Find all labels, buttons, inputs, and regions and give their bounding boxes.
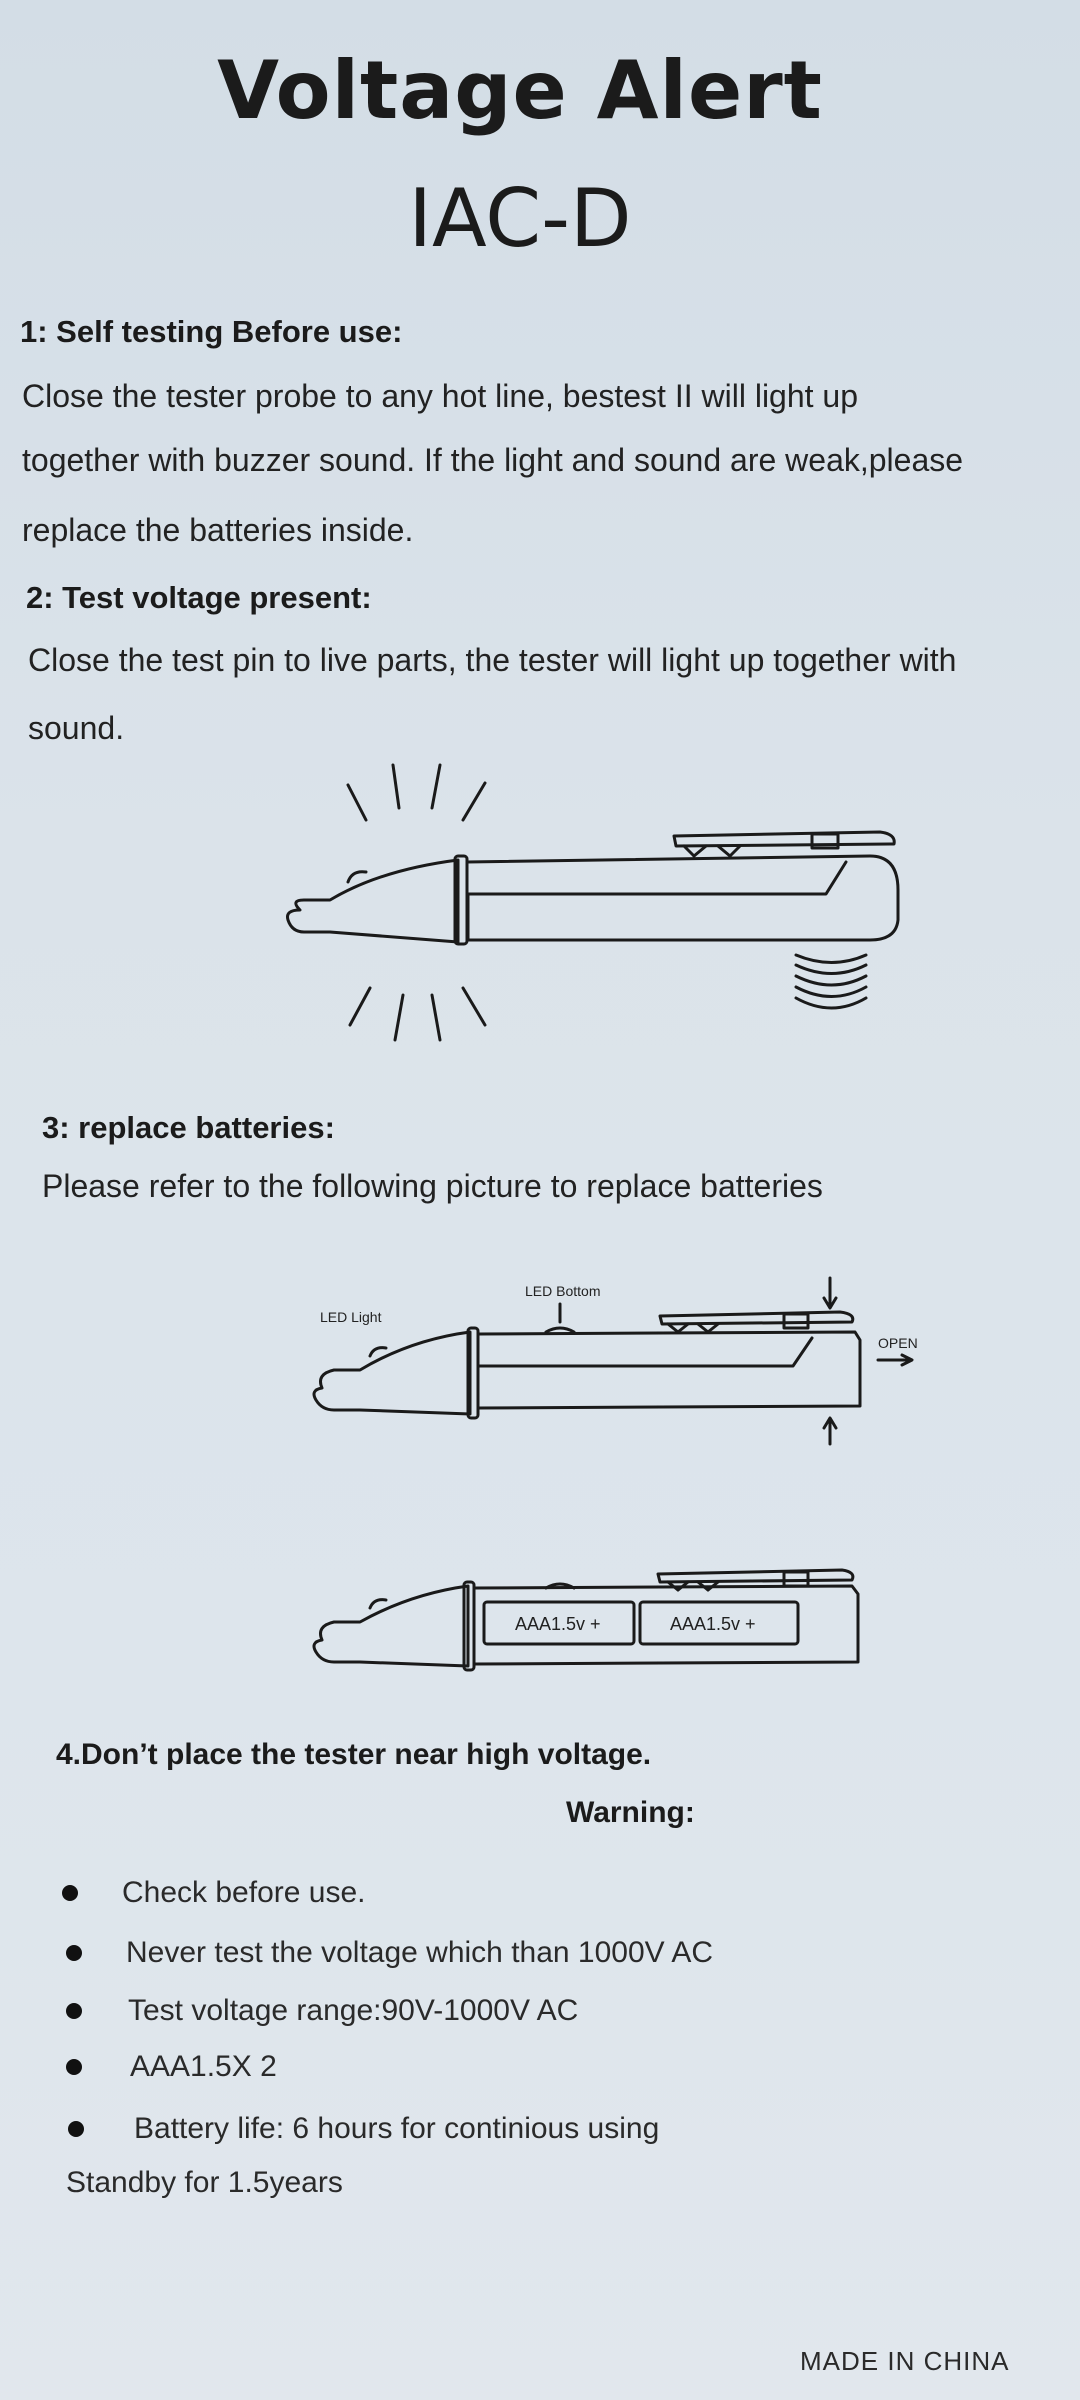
warning-item-text: Check before use. [122,1876,366,1909]
sound-wave-icon [796,955,866,1008]
tester-light-sound-illustration [0,740,1080,1040]
bullet-dot-icon [68,2121,84,2137]
light-ray-icon [463,988,485,1025]
section-4-heading: 4.Don’t place the tester near high voltage. [56,1738,652,1771]
section-1-heading: 1: Self testing Before use: [20,314,403,349]
light-ray-icon [463,783,485,820]
warning-item-text: Test voltage range:90V-1000V AC [128,1994,579,2027]
warning-item [66,2050,277,2084]
open-tester-illustration [0,1270,1080,1450]
section-3-line: Please refer to the following picture to replace batteries [42,1168,823,1204]
standby-note: Standby for 1.5years [66,2166,343,2199]
led-bottom-label: LED Bottom [525,1283,601,1299]
voltage-tester-pen-icon [314,1312,860,1418]
warning-item-text: Never test the voltage which than 1000V AC [126,1936,714,1969]
led-light-label: LED Light [320,1309,382,1325]
warning-item [68,2112,659,2146]
light-ray-icon [393,765,399,808]
made-in-label: MADE IN CHINA [800,2346,1010,2376]
voltage-tester-pen-icon [288,832,899,944]
warning-item-text: AAA1.5X 2 [130,2050,277,2083]
arrow-right-icon [878,1355,912,1365]
section-2-line: Close the test pin to live parts, the tester will light up together with [28,642,957,678]
warning-item [66,1994,578,2028]
light-ray-icon [432,765,440,808]
battery-2-label: AAA1.5v + [670,1614,756,1634]
warning-item [66,1936,713,1970]
battery-1-label: AAA1.5v + [515,1614,601,1634]
warning-item-text: Battery life: 6 hours for continious using [134,2112,660,2145]
light-ray-icon [395,995,403,1040]
bullet-dot-icon [66,2059,82,2075]
section-1-line: replace the batteries inside. [22,512,414,548]
bullet-dot-icon [62,1885,78,1901]
bullet-dot-icon [66,1945,82,1961]
warning-title: Warning: [566,1796,695,1829]
document-title: Voltage Alert [217,44,823,137]
model-number: IAC-D [408,172,632,265]
open-label: OPEN [878,1335,918,1351]
warning-item [62,1876,365,1910]
light-ray-icon [350,988,370,1025]
light-ray-icon [432,995,440,1040]
battery-placement-illustration [0,1560,1080,1670]
section-2-heading: 2: Test voltage present: [26,580,372,615]
arrow-up-icon [824,1418,836,1444]
arrow-down-icon [824,1278,836,1308]
section-2-line: sound. [28,710,125,746]
section-1-line: together with buzzer sound. If the light and sound are weak,please [22,442,964,478]
bullet-dot-icon [66,2003,82,2019]
section-1-line: Close the tester probe to any hot line, bestest II will light up [22,378,859,414]
section-3-heading: 3: replace batteries: [42,1110,335,1145]
light-ray-icon [348,785,366,820]
